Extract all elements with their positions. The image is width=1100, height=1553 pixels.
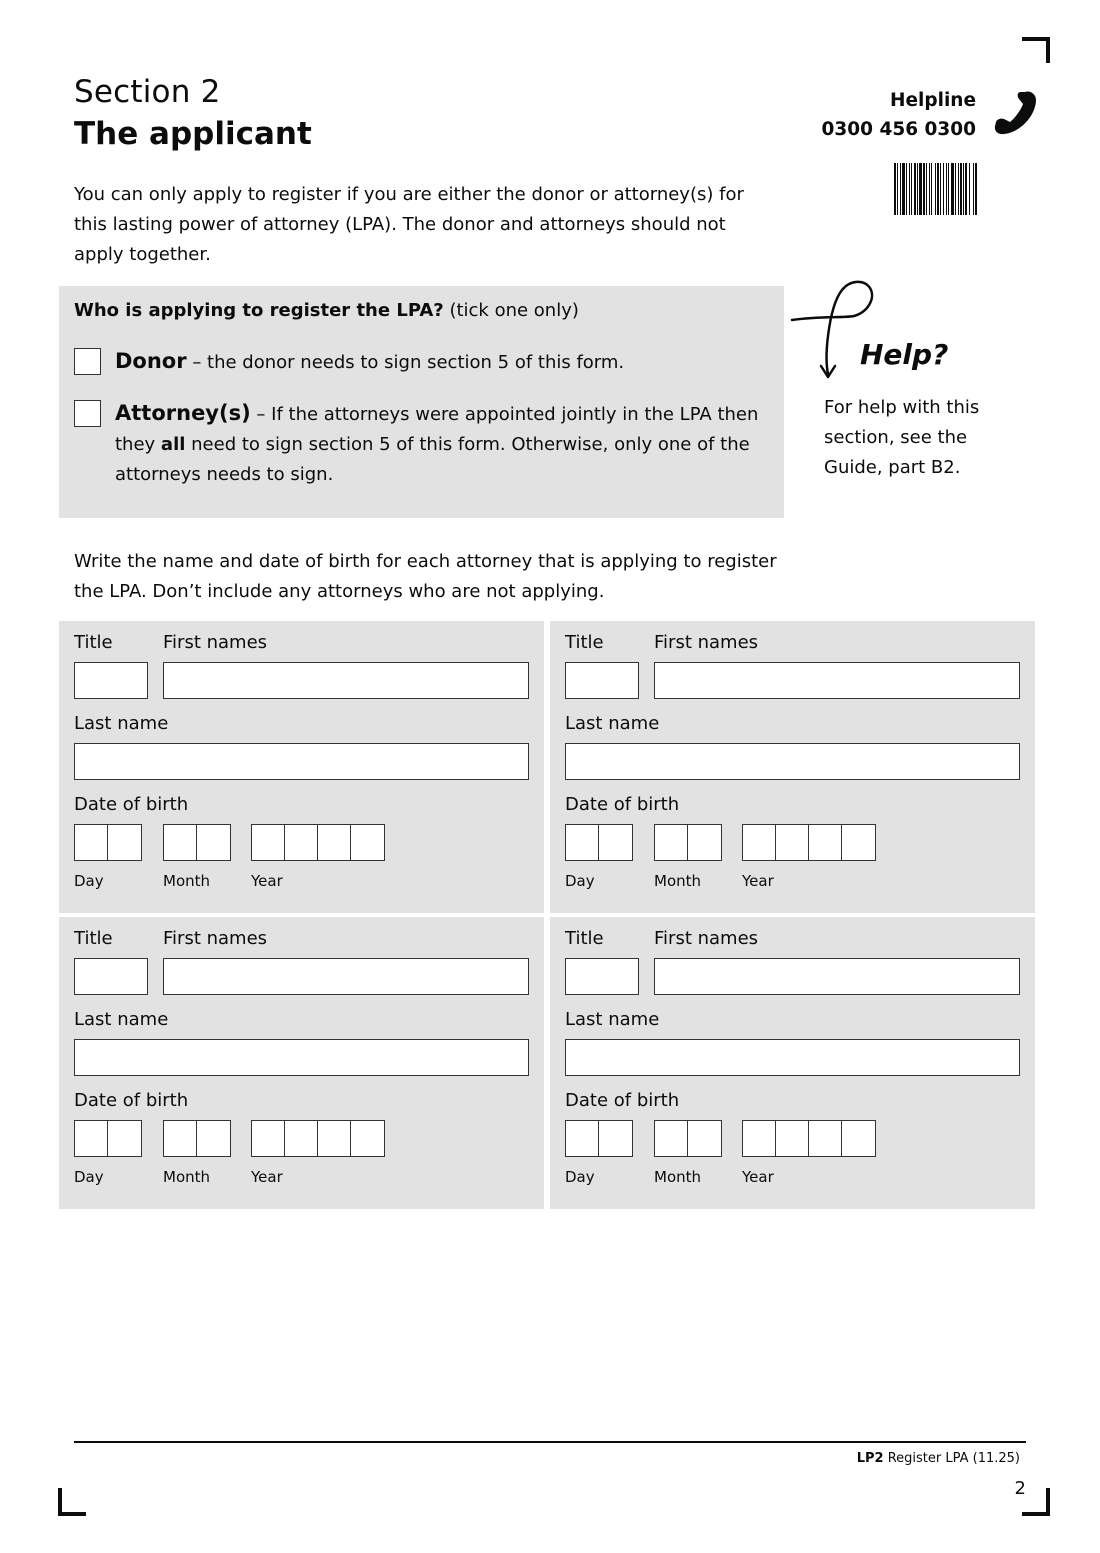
dob-label: Date of birth: [565, 1090, 680, 1111]
attorneys-option-text-3: attorneys needs to sign.: [115, 464, 334, 485]
title-field[interactable]: [74, 958, 148, 995]
helpline: [780, 86, 976, 144]
helpline-number: 0300 456 0300: [821, 119, 976, 140]
title-label: Title: [74, 632, 113, 653]
crop-mark-bottom-left: [58, 1488, 86, 1516]
dob-label: Date of birth: [74, 794, 189, 815]
attorneys-checkbox[interactable]: [74, 400, 101, 427]
attorneys-option-text-2a: they: [115, 434, 161, 455]
barcode-bar: [975, 163, 977, 215]
barcode-bar: [958, 163, 959, 215]
barcode-bar: [911, 163, 912, 215]
day-caption: Day: [74, 872, 104, 890]
donor-option-label: Donor: [115, 349, 187, 373]
title-field[interactable]: [565, 958, 639, 995]
barcode-bar: [951, 163, 954, 215]
year-caption: Year: [251, 872, 283, 890]
first-names-field[interactable]: [654, 662, 1020, 699]
barcode-bar: [929, 163, 930, 215]
month-caption: Month: [654, 872, 702, 890]
last-name-field[interactable]: [74, 1039, 529, 1076]
barcode-bar: [965, 163, 967, 215]
applicant-question: [74, 298, 579, 324]
form-reference: [820, 1451, 1020, 1466]
year-caption: Year: [742, 1168, 774, 1186]
form-name: Register LPA (11.25): [883, 1451, 1020, 1466]
intro-text: You can only apply to register if you are either the donor or attorney(s) for this lasting power of attorney (LPA). The donor and attorneys should not apply together.: [74, 184, 744, 265]
first-names-label: First names: [163, 632, 268, 653]
barcode-bar: [946, 163, 947, 215]
title-field[interactable]: [74, 662, 148, 699]
barcode-bar: [931, 163, 932, 215]
attorneys-option-emphasis: all: [160, 434, 186, 455]
year-caption: Year: [742, 872, 774, 890]
last-name-label: Last name: [74, 713, 169, 734]
attorney-card-2: [550, 621, 1035, 913]
attorneys-option-label: Attorney(s): [115, 401, 251, 425]
barcode-bar: [897, 163, 898, 215]
day-caption: Day: [565, 1168, 595, 1186]
barcode-bar: [919, 163, 922, 215]
first-names-label: First names: [654, 928, 759, 949]
barcode-bar: [937, 163, 939, 215]
phone-icon: [992, 88, 1040, 138]
section-title: The applicant: [74, 116, 312, 152]
attorneys-option-text-2c: need to sign section 5 of this form. Otherwise, only one of the: [185, 434, 750, 455]
section-label: Section 2: [74, 74, 221, 110]
first-names-label: First names: [654, 632, 759, 653]
barcode-bar: [973, 163, 974, 215]
dob-month-field[interactable]: [654, 824, 720, 861]
barcode-bar: [969, 163, 970, 215]
barcode-bar: [917, 163, 918, 215]
barcode-bar: [940, 163, 941, 215]
first-names-label: First names: [163, 928, 268, 949]
dob-year-field[interactable]: [251, 824, 383, 861]
barcode-bar: [926, 163, 927, 215]
title-label: Title: [565, 632, 604, 653]
help-text: For help with this section, see the Guide, part B2.: [824, 397, 980, 478]
barcode-bar: [935, 163, 936, 215]
barcode-bar: [948, 163, 949, 215]
attorney-card-1: [59, 621, 544, 913]
dob-label: Date of birth: [565, 794, 680, 815]
barcode-bar: [963, 163, 964, 215]
barcode-bar: [900, 163, 901, 215]
last-name-label: Last name: [565, 1009, 660, 1030]
last-name-label: Last name: [74, 1009, 169, 1030]
dob-day-field[interactable]: [74, 824, 140, 861]
question-prompt: Who is applying to register the LPA?: [74, 300, 444, 321]
barcode-bar: [960, 163, 962, 215]
barcode-bar: [909, 163, 910, 215]
question-hint: (tick one only): [443, 300, 579, 321]
barcode-bar: [955, 163, 956, 215]
help-icon: [790, 276, 960, 386]
first-names-field[interactable]: [654, 958, 1020, 995]
dob-year-field[interactable]: [251, 1120, 383, 1157]
attorneys-option-text-1: – If the attorneys were appointed jointly in the LPA then: [250, 404, 759, 425]
page-number: 2: [1014, 1478, 1026, 1499]
first-names-field[interactable]: [163, 958, 529, 995]
title-label: Title: [74, 928, 113, 949]
month-caption: Month: [654, 1168, 702, 1186]
donor-option-text: – the donor needs to sign section 5 of this form.: [186, 352, 625, 373]
dob-year-field[interactable]: [742, 1120, 874, 1157]
last-name-field[interactable]: [565, 743, 1020, 780]
day-caption: Day: [565, 872, 595, 890]
attorneys-option: [115, 398, 775, 490]
dob-year-field[interactable]: [742, 824, 874, 861]
last-name-label: Last name: [565, 713, 660, 734]
month-caption: Month: [163, 1168, 211, 1186]
crop-mark-top-right: [1022, 37, 1050, 63]
attorney-card-4: [550, 917, 1035, 1209]
dob-label: Date of birth: [74, 1090, 189, 1111]
title-label: Title: [565, 928, 604, 949]
barcode-bar: [914, 163, 916, 215]
barcode-bar: [923, 163, 925, 215]
dob-day-field[interactable]: [565, 1120, 631, 1157]
barcode-bar: [906, 163, 907, 215]
helpline-label: Helpline: [889, 90, 976, 111]
barcode-bar: [894, 163, 896, 215]
attorney-card-3: [59, 917, 544, 1209]
dob-month-field[interactable]: [654, 1120, 720, 1157]
footer-rule: [74, 1441, 1026, 1443]
title-field[interactable]: [565, 662, 639, 699]
dob-month-field[interactable]: [163, 1120, 229, 1157]
form-code: LP2: [856, 1451, 884, 1466]
dob-day-field[interactable]: [565, 824, 631, 861]
barcode-bar: [902, 163, 905, 215]
dob-day-field[interactable]: [74, 1120, 140, 1157]
crop-mark-bottom-right: [1022, 1488, 1050, 1516]
barcode-bar: [943, 163, 944, 215]
donor-option: [115, 346, 624, 378]
help-title: Help?: [860, 338, 949, 371]
attorney-instruction: Write the name and date of birth for each attorney that is applying to register the LPA. Don’t include any attorneys who are not applying.: [74, 551, 777, 602]
month-caption: Month: [163, 872, 211, 890]
year-caption: Year: [251, 1168, 283, 1186]
first-names-field[interactable]: [163, 662, 529, 699]
last-name-field[interactable]: [74, 743, 529, 780]
day-caption: Day: [74, 1168, 104, 1186]
dob-month-field[interactable]: [163, 824, 229, 861]
last-name-field[interactable]: [565, 1039, 1020, 1076]
barcode-image: [894, 163, 1026, 215]
donor-checkbox[interactable]: [74, 348, 101, 375]
